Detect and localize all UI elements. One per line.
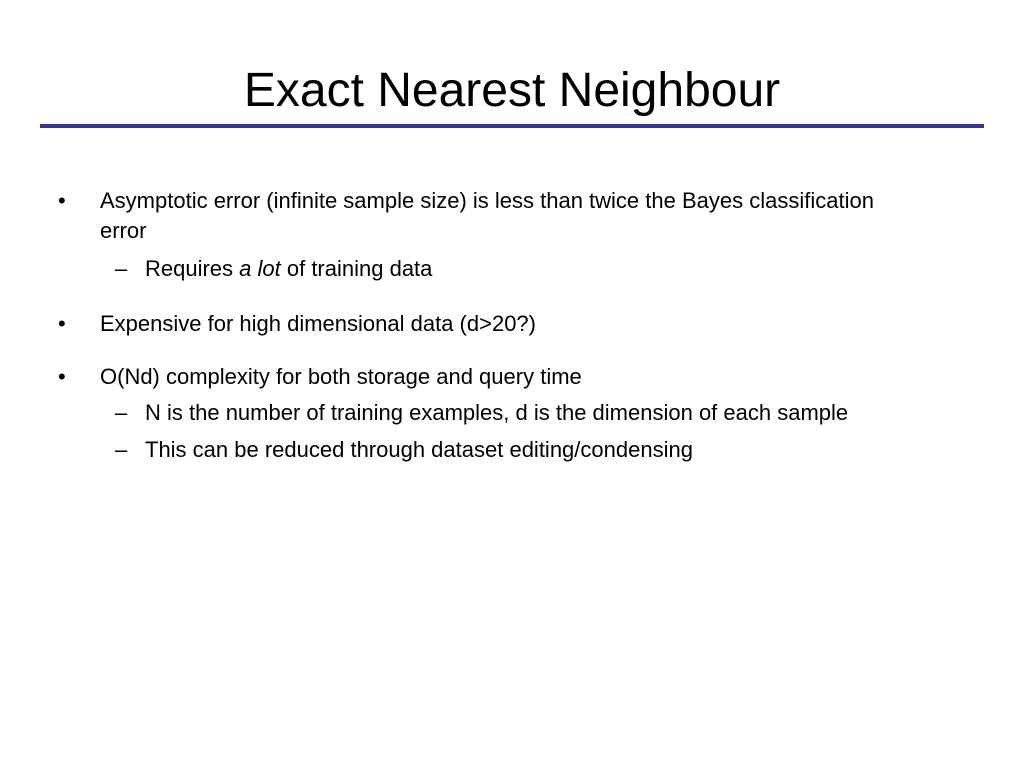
sub-bullet-item <box>115 398 1005 428</box>
bullet-text: O(Nd) complexity for both storage and query time <box>100 364 582 389</box>
bullet-marker: • <box>58 311 66 336</box>
sub-bullet-text: This can be reduced through dataset editing/condensing <box>145 437 693 462</box>
sub-bullet-text <box>145 254 965 284</box>
bullet-text: Asymptotic error (infinite sample size) is less than twice the Bayes classification error <box>100 188 874 243</box>
sub-bullet-emphasis: a lot <box>239 256 281 281</box>
bullet-text: Expensive for high dimensional data (d>20?) <box>100 311 536 336</box>
sub-bullet-item <box>115 435 1005 465</box>
bullet-item <box>58 362 920 392</box>
bullet-marker: • <box>58 364 66 389</box>
dash-marker: – <box>115 400 128 425</box>
sub-bullet-item <box>115 254 965 284</box>
sub-bullet-suffix: of training data <box>280 256 433 281</box>
bullet-marker: • <box>58 188 66 213</box>
title-underline <box>40 124 984 128</box>
dash-marker: – <box>115 437 128 462</box>
dash-marker: – <box>115 256 128 281</box>
bullet-item <box>58 309 920 339</box>
slide-title: Exact Nearest Neighbour <box>243 64 781 117</box>
sub-bullet-text: N is the number of training examples, d is the dimension of each sample <box>145 400 849 425</box>
sub-bullet-prefix: Requires <box>145 256 240 281</box>
bullet-item <box>58 186 920 246</box>
